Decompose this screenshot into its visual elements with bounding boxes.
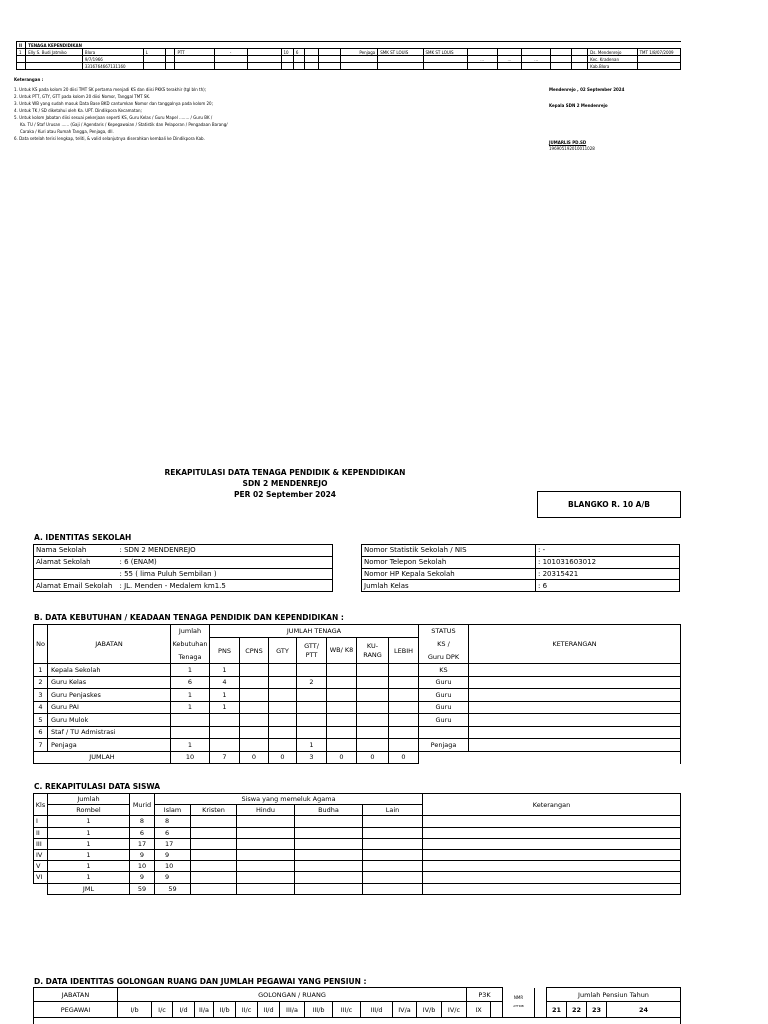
note-item: 3. Untuk WB yang sudah masuk Data Base BKD cantumkan Nomor dan tanggalnya pada kolom 20;	[14, 101, 213, 106]
identity-label: Nomor Telepon Sekolah	[362, 556, 536, 568]
col-kristen: Kristen	[191, 805, 237, 816]
signer-name: JUMARLIS PD.SD	[549, 140, 587, 145]
row-kebutuhan	[171, 726, 210, 739]
col-rombel: Rombel	[48, 805, 130, 816]
row-gty	[269, 689, 297, 702]
row-status: Guru	[419, 701, 469, 714]
note-item: 6. Data setelah terisi lengkap, teliti, & valid selanjutnya diserahkan kembali ke Dindikpora Kab.	[14, 136, 205, 141]
row-murid: 9	[130, 872, 155, 883]
table-row	[34, 872, 681, 883]
row-kls: I	[34, 816, 48, 827]
col-status: STATUS	[419, 625, 469, 638]
row-address2: Kec. Kradenan	[588, 56, 637, 63]
row-gty	[269, 676, 297, 689]
col-jumlah-tenaga: JUMLAH TENAGA	[210, 625, 419, 638]
col-golongan-item: IX	[467, 1002, 491, 1018]
row-murid: 6	[130, 827, 155, 838]
row-dots: ...	[467, 56, 497, 63]
identity-value: : 55 ( lima Puluh Sembilan )	[118, 568, 333, 580]
row-gtt	[297, 726, 327, 739]
col-lebih: LEBIH	[389, 638, 419, 664]
identity-left-table	[33, 544, 333, 592]
top-staff-table	[16, 41, 681, 70]
row-lebih	[389, 701, 419, 714]
identity-label: Nama Sekolah	[34, 545, 118, 557]
col-year: 22	[567, 1002, 587, 1018]
row-kls: III	[34, 838, 48, 849]
col-year: 23	[587, 1002, 607, 1018]
row-gtt	[297, 714, 327, 727]
signer-nip: 196905192010011028	[549, 146, 595, 151]
total-cell: 59	[155, 883, 191, 894]
col-golongan-item: III/a	[280, 1002, 305, 1018]
row-status: PTT	[175, 49, 214, 56]
row-gty	[269, 726, 297, 739]
col-jabatan: JABATAN	[34, 988, 118, 1002]
row-address3: Kab.Blora	[588, 63, 637, 70]
col-nmr: NMR	[513, 995, 524, 1001]
col-cpns: CPNS	[240, 638, 269, 664]
row-keterangan	[469, 701, 681, 714]
row-cpns	[240, 689, 269, 702]
place-date: Mendenrejo , 02 September 2024	[549, 87, 625, 92]
total-cell: 59	[130, 883, 155, 894]
identity-value: : 101031603012	[536, 556, 680, 568]
identity-value: : -	[536, 545, 680, 557]
row-gender: L	[143, 49, 166, 56]
col-status: Guru DPK	[419, 651, 469, 664]
row-rombel: 1	[48, 861, 130, 872]
col-year: 24	[607, 1002, 681, 1018]
col-kls: Kls	[34, 794, 48, 816]
col-golongan-item: II/a	[195, 1002, 214, 1018]
col-keterangan: Keterangan	[423, 794, 681, 816]
row-cpns	[240, 676, 269, 689]
row-pns: 4	[210, 676, 240, 689]
row-rombel: 1	[48, 849, 130, 860]
table-row	[34, 739, 681, 752]
row-murid: 9	[130, 849, 155, 860]
col-jumlah: Jumlah	[48, 794, 130, 805]
row-cpns	[240, 739, 269, 752]
identity-value: : 20315421	[536, 568, 680, 580]
row-jabatan: Kepala Sekolah	[48, 664, 171, 677]
col-lain: Lain	[363, 805, 423, 816]
report-title-line2: SDN 2 MENDENREJO	[242, 479, 328, 488]
col-kebutuhan: Tenaga	[171, 651, 210, 664]
row-islam: 10	[155, 861, 191, 872]
col-golongan-item: III/d	[361, 1002, 393, 1018]
row-wb	[327, 689, 357, 702]
row-rombel: 1	[48, 816, 130, 827]
row-no: 4	[34, 701, 48, 714]
row-val2: 6	[293, 49, 304, 56]
row-kurang	[357, 664, 389, 677]
total-cell: 0	[269, 751, 297, 764]
col-hindu: Hindu	[237, 805, 295, 816]
identity-label: Jumlah Kelas	[362, 580, 536, 592]
row-val1: 10	[281, 49, 293, 56]
total-cell: 7	[210, 751, 240, 764]
row-kls: VI	[34, 872, 48, 883]
row-murid: 8	[130, 816, 155, 827]
col-golongan-item: IV/c	[442, 1002, 467, 1018]
row-name: Elly S. Budi Jatmiko	[26, 49, 83, 56]
row-jabatan: Guru Penjaskes	[48, 689, 171, 702]
col-golongan-item: III/c	[333, 1002, 361, 1018]
row-no: 1	[17, 49, 26, 56]
row-keterangan	[469, 689, 681, 702]
notes-title: Keterangan :	[14, 77, 44, 82]
row-murid: 10	[130, 861, 155, 872]
note-item: 4. Untuk TK / SD diketahui oleh Ka. UPT. Dindikpora Kecamatan;	[14, 108, 142, 113]
row-gty	[269, 701, 297, 714]
row-no: 7	[34, 739, 48, 752]
table-row	[34, 714, 681, 727]
row-keterangan	[469, 739, 681, 752]
rank-table	[33, 987, 681, 1024]
row-pns: 1	[210, 701, 240, 714]
row-gtt	[297, 701, 327, 714]
row-murid: 17	[130, 838, 155, 849]
row-lebih	[389, 664, 419, 677]
row-jabatan: Staf / TU Admistrasi	[48, 726, 171, 739]
row-lebih	[389, 726, 419, 739]
total-label: JML	[48, 883, 130, 894]
row-jabatan: Guru Mulok	[48, 714, 171, 727]
col-no: No	[34, 625, 48, 664]
identity-label: Nomor HP Kepala Sekolah	[362, 568, 536, 580]
row-no: 5	[34, 714, 48, 727]
total-row	[34, 751, 681, 764]
table-row	[17, 63, 681, 70]
row-address1: Ds. Mendenrejo	[588, 49, 637, 56]
row-kebutuhan	[171, 714, 210, 727]
row-islam: 9	[155, 872, 191, 883]
table-row	[34, 838, 681, 849]
section-c-title: C. REKAPITULASI DATA SISWA	[34, 782, 161, 791]
row-birthplace: Blora	[82, 49, 143, 56]
table-row	[34, 701, 681, 714]
section-number: II	[17, 42, 26, 49]
row-jabatan: Guru Kelas	[48, 676, 171, 689]
row-tmt: TMT 1/8/07/2009	[637, 49, 680, 56]
col-jabatan: JABATAN	[48, 625, 171, 664]
table-row	[34, 726, 681, 739]
row-cpns	[240, 726, 269, 739]
row-wb	[327, 676, 357, 689]
row-keterangan	[469, 726, 681, 739]
table-row	[34, 861, 681, 872]
row-cpns	[240, 701, 269, 714]
top-table-header	[17, 42, 681, 49]
row-wb	[327, 701, 357, 714]
row-pns: 1	[210, 664, 240, 677]
row-no: 1	[34, 664, 48, 677]
total-cell: 0	[240, 751, 269, 764]
identity-value: : 6	[536, 580, 680, 592]
table-row	[17, 56, 681, 63]
row-wb	[327, 714, 357, 727]
staff-needs-table	[33, 624, 681, 764]
row-no: 2	[34, 676, 48, 689]
row-kls: V	[34, 861, 48, 872]
row-jabatan: Penjaga	[48, 739, 171, 752]
row-id-number: 3316764667131160	[82, 63, 143, 70]
row-wb	[327, 726, 357, 739]
row-kurang	[357, 726, 389, 739]
col-golongan-item: II/b	[214, 1002, 236, 1018]
row-lebih	[389, 714, 419, 727]
blangko-box: BLANGKO R. 10 A/B	[537, 491, 681, 518]
row-gty	[269, 739, 297, 752]
identity-right-table	[361, 544, 680, 592]
note-item: Ka. TU / Staf Urusan ...... (Gaji / Agendaris / Kepegawaian / Statistik dan Pelaporan / Pengadaan Barang/	[20, 122, 228, 127]
table-row	[17, 49, 681, 56]
row-kurang	[357, 701, 389, 714]
total-label: JUMLAH	[34, 751, 171, 764]
row-islam: 8	[155, 816, 191, 827]
col-golongan-item: I/b	[118, 1002, 152, 1018]
identity-label	[34, 568, 118, 580]
row-gty	[269, 664, 297, 677]
row-no: 3	[34, 689, 48, 702]
col-gty: GTY	[269, 638, 297, 664]
col-murid: Murid	[130, 794, 155, 816]
row-lebih	[389, 676, 419, 689]
row-kebutuhan: 1	[171, 739, 210, 752]
row-kurang	[357, 739, 389, 752]
row-status: Guru	[419, 714, 469, 727]
row-gtt: 1	[297, 739, 327, 752]
row-status	[419, 726, 469, 739]
row-status: Guru	[419, 689, 469, 702]
total-cell: 10	[171, 751, 210, 764]
row-kebutuhan: 1	[171, 689, 210, 702]
identity-label: Nomor Statistik Sekolah / NIS	[362, 545, 536, 557]
col-kurang: KU- RANG	[357, 638, 389, 664]
row-kebutuhan: 1	[171, 664, 210, 677]
row-islam: 6	[155, 827, 191, 838]
note-item: 1. Untuk KS pada kolom 20 diisi TMT SK pertama menjadi KS dan diisi PKKS terakhir (tgl bln th);	[14, 87, 207, 92]
row-status: Guru	[419, 676, 469, 689]
table-row	[34, 849, 681, 860]
report-title	[120, 467, 450, 500]
row-gtt	[297, 664, 327, 677]
col-islam: Islam	[155, 805, 191, 816]
identity-label: Alamat Sekolah	[34, 556, 118, 568]
section-b-title: B. DATA KEBUTUHAN / KEADAAN TENAGA PENDIDIK DAN KEPENDIDIKAN :	[34, 613, 344, 622]
row-rombel: 1	[48, 838, 130, 849]
col-golongan-item: II/d	[258, 1002, 280, 1018]
row-no: 6	[34, 726, 48, 739]
note-item: 2. Untuk PTT, GTY, GTT pada kolom 20 diisi Nomor, Tanggal TMT SK.	[14, 94, 151, 99]
row-rombel: 1	[48, 872, 130, 883]
row-school1: SMK ST LOUIS	[378, 49, 423, 56]
col-kebutuhan: Kebutuhan	[171, 638, 210, 651]
row-birthdate: 9/7/1966	[82, 56, 143, 63]
table-row	[34, 664, 681, 677]
row-cpns	[240, 714, 269, 727]
col-golongan-item: I/d	[173, 1002, 195, 1018]
table-row	[34, 676, 681, 689]
row-dots: ...	[522, 56, 551, 63]
row-pns: 1	[210, 689, 240, 702]
col-pensiun: Jumlah Pensiun Tahun	[547, 988, 681, 1002]
col-kebutuhan: Jumlah	[171, 625, 210, 638]
col-golongan: GOLONGAN / RUANG	[118, 988, 467, 1002]
row-dash: -	[214, 49, 247, 56]
col-year: 21	[547, 1002, 567, 1018]
col-golongan-item: I/c	[152, 1002, 173, 1018]
row-lebih	[389, 689, 419, 702]
row-kurang	[357, 714, 389, 727]
report-title-line1: REKAPITULASI DATA TENAGA PENDIDIK & KEPENDIDIKAN	[164, 468, 406, 477]
row-pns	[210, 726, 240, 739]
signer-title: Kepala SDN 2 Mendenrejo	[549, 103, 608, 108]
col-golongan-item: III/b	[305, 1002, 333, 1018]
col-status: KS /	[419, 638, 469, 651]
total-cell: 0	[357, 751, 389, 764]
row-gty	[269, 714, 297, 727]
report-title-line3: PER 02 September 2024	[233, 490, 337, 499]
row-cpns	[240, 664, 269, 677]
col-golongan-item: IV/a	[393, 1002, 417, 1018]
col-gtt: GTT/ PTT	[297, 638, 327, 664]
row-islam: 17	[155, 838, 191, 849]
col-keterangan: KETERANGAN	[469, 625, 681, 664]
identity-value: : JL. Menden - Medalem km1.5	[118, 580, 333, 592]
section-d-title: D. DATA IDENTITAS GOLONGAN RUANG DAN JUMLAH PEGAWAI YANG PENSIUN :	[34, 977, 367, 986]
col-golongan-item: II/c	[236, 1002, 258, 1018]
row-position: Penjaga	[341, 49, 378, 56]
row-rombel: 1	[48, 827, 130, 838]
row-kls: II	[34, 827, 48, 838]
notes-block	[14, 76, 544, 142]
col-kecil: ATTRIB	[513, 1004, 524, 1009]
row-kls: IV	[34, 849, 48, 860]
row-wb	[327, 739, 357, 752]
row-kebutuhan: 1	[171, 701, 210, 714]
row-kebutuhan: 6	[171, 676, 210, 689]
row-gtt	[297, 689, 327, 702]
col-pns: PNS	[210, 638, 240, 664]
col-budha: Budha	[295, 805, 363, 816]
col-agama: Siswa yang memeluk Agama	[155, 794, 423, 805]
row-keterangan	[469, 664, 681, 677]
row-school2: SMK ST LOUIS	[423, 49, 467, 56]
table-row	[34, 816, 681, 827]
note-item: 5. Untuk kolom Jabatan diisi sesuai pekerjaan seperti KS, Guru Kelas / Guru Mapel ........ / Guru BK /	[14, 115, 213, 120]
identity-label: Alamat Email Sekolah	[34, 580, 118, 592]
section-a-title: A. IDENTITAS SEKOLAH	[34, 533, 132, 542]
table-row	[34, 827, 681, 838]
section-title: TENAGA KEPENDIDIKAN	[26, 42, 681, 49]
identity-value: : 6 (ENAM)	[118, 556, 333, 568]
row-wb	[327, 664, 357, 677]
student-table	[33, 793, 681, 895]
col-p3k: P3K	[467, 988, 503, 1002]
col-wb: WB/ K8	[327, 638, 357, 664]
total-cell: 3	[297, 751, 327, 764]
col-pegawai: PEGAWAI	[34, 1002, 118, 1018]
row-keterangan	[469, 676, 681, 689]
row-keterangan	[469, 714, 681, 727]
row-kurang	[357, 689, 389, 702]
row-status: KS	[419, 664, 469, 677]
identity-value: : SDN 2 MENDENREJO	[118, 545, 333, 557]
note-item: Caraka / Kuri atau Rumah Tangga, Penjaga, dll.	[20, 129, 114, 134]
row-status: Penjaga	[419, 739, 469, 752]
row-dots: ...	[497, 56, 522, 63]
row-pns	[210, 739, 240, 752]
row-gtt: 2	[297, 676, 327, 689]
col-golongan-item: IV/b	[417, 1002, 442, 1018]
total-cell: 0	[389, 751, 419, 764]
row-jabatan: Guru PAI	[48, 701, 171, 714]
total-row	[34, 883, 681, 894]
row-kurang	[357, 676, 389, 689]
table-row	[34, 689, 681, 702]
total-cell: 0	[327, 751, 357, 764]
row-islam: 9	[155, 849, 191, 860]
row-lebih	[389, 739, 419, 752]
row-pns	[210, 714, 240, 727]
